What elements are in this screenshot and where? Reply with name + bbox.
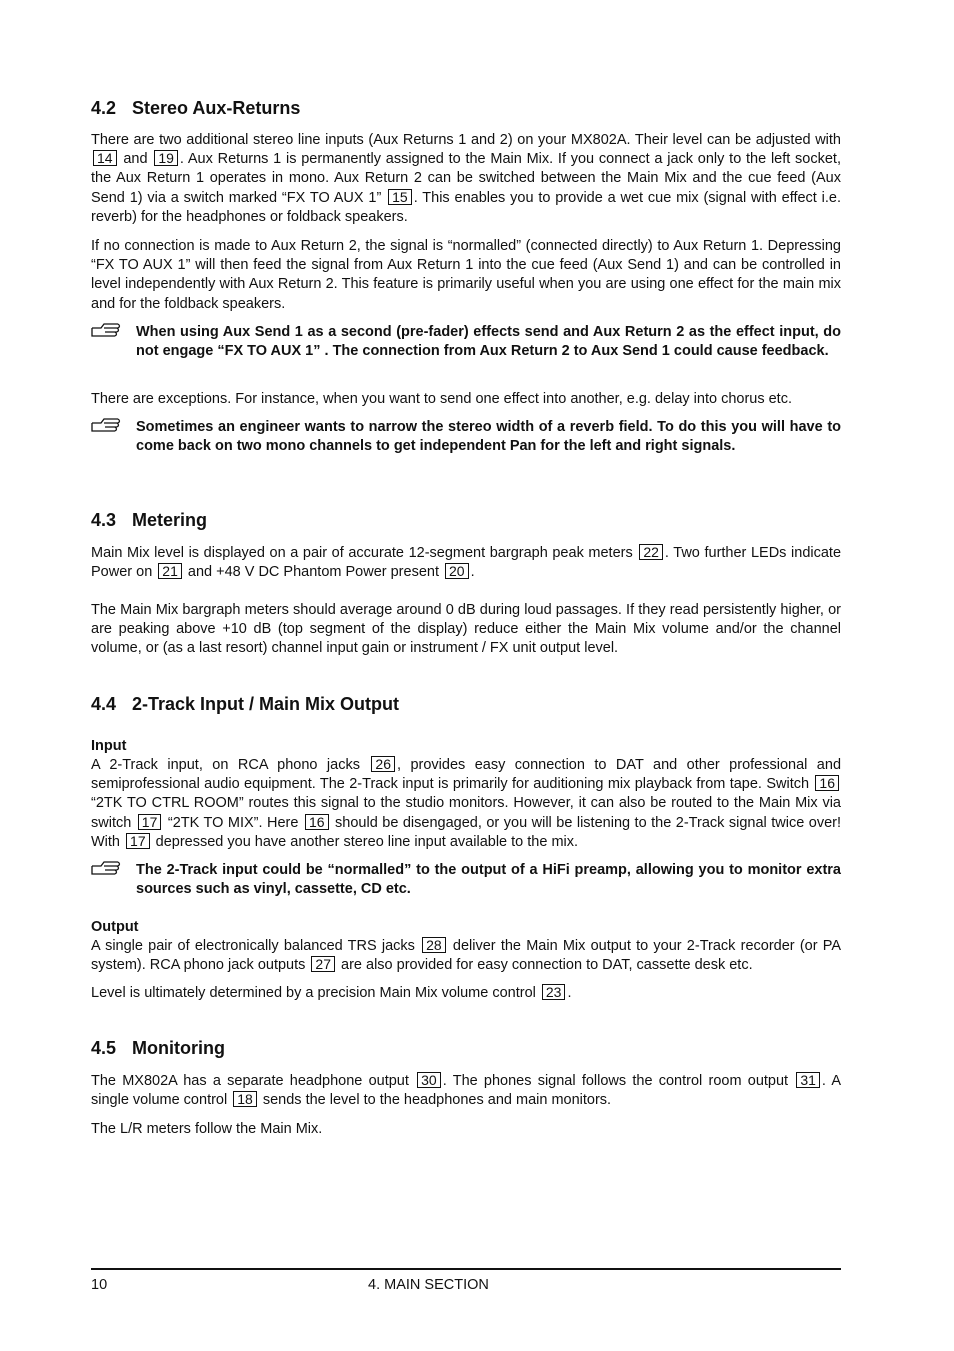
footer-divider xyxy=(91,1268,841,1270)
paragraph-level-control: Level is ultimately determined by a precision Main Mix volume control 23 . xyxy=(91,984,572,1001)
note-hifi-preamp xyxy=(91,861,841,899)
paragraph-aux-return-normalled: If no connection is made to Aux Return 2, the signal is “normalled” (connected directly) to Aux Return 1. Depressing “FX TO AUX 1” will then feed the signal from Aux Return 1 into the cue feed (Aux Send 1) and can be controlled in level independently with Aux Return 2. This feature is primarily useful when you are using one effect for the main mix and for the foldback speakers. xyxy=(91,238,841,312)
control-ref: 19 xyxy=(154,150,178,166)
control-ref: 21 xyxy=(158,563,182,579)
note-text: Sometimes an engineer wants to narrow the stereo width of a reverb field. To do this you will have to come back on two mono channels to get independent Pan for the left and right signals. xyxy=(136,419,841,455)
control-ref: 26 xyxy=(371,756,395,772)
page-number: 10 xyxy=(91,1277,108,1293)
control-ref: 16 xyxy=(305,814,329,830)
subheading-input: Input xyxy=(91,738,127,754)
section-heading-4-3: 4.3 Metering xyxy=(91,510,208,530)
footer-section-title: 4. MAIN SECTION xyxy=(368,1277,489,1293)
control-ref: 27 xyxy=(311,956,335,972)
pointing-hand-icon xyxy=(91,416,123,434)
control-ref: 17 xyxy=(138,814,162,830)
paragraph-2track-input: A 2-Track input, on RCA phono jacks 26 , provides easy connection to DAT and other professional and semiprofessional audio equipment. The 2-Track input is primarily for auditioning mix playback from tape. Switch 16 “2TK TO CTRL ROOM” routes this signal to the studio monitors. However, it can also be routed to the Main Mix via switch 17 “2TK TO MIX”. Here 16 should be disengaged, or you will be listening to the 2-Track signal twice over! With 17 depressed you have another stereo line input available to the mix. xyxy=(91,756,842,850)
note-stereo-width xyxy=(91,418,841,456)
control-ref: 15 xyxy=(388,189,412,205)
control-ref: 31 xyxy=(796,1072,820,1088)
paragraph-metering-intro: Main Mix level is displayed on a pair of accurate 12-segment bargraph peak meters 22 . Two further LEDs indicate Power on 21 and +48 V DC Phantom Power present 20 . xyxy=(91,544,842,581)
note-text: When using Aux Send 1 as a second (pre-fader) effects send and Aux Return 2 as the effect input, do not engage “FX TO AUX 1” . The connection from Aux Return 2 to Aux Send 1 could cause feedback. xyxy=(136,324,841,360)
control-ref: 18 xyxy=(233,1091,257,1107)
paragraph-metering-levels: The Main Mix bargraph meters should average around 0 dB during loud passages. If they read persistently higher, or are peaking above +10 dB (top segment of the display) reduce either the Main Mix volume and/or the channel volume, or (as a last resort) channel input gain or instrument / FX unit output level. xyxy=(91,602,841,657)
note-text: The 2-Track input could be “normalled” to the output of a HiFi preamp, allowing you to monitor extra sources such as vinyl, cassette, CD etc. xyxy=(136,862,841,898)
pointing-hand-icon xyxy=(91,321,123,339)
control-ref: 22 xyxy=(639,544,663,560)
control-ref: 28 xyxy=(422,937,446,953)
paragraph-main-mix-output: A single pair of electronically balanced TRS jacks 28 deliver the Main Mix output to your 2-Track recorder (or PA system). RCA phono jack outputs 27 are also provided for easy connection to DAT, cassette desk etc. xyxy=(91,937,842,974)
control-ref: 17 xyxy=(126,833,150,849)
note-feedback xyxy=(91,323,841,361)
paragraph-lr-meters: The L/R meters follow the Main Mix. xyxy=(91,1121,323,1137)
control-ref: 30 xyxy=(417,1072,441,1088)
paragraph-exceptions: There are exceptions. For instance, when you want to send one effect into another, e.g. delay into chorus etc. xyxy=(91,391,792,407)
section-heading-4-4: 4.4 2-Track Input / Main Mix Output xyxy=(91,694,400,714)
control-ref: 23 xyxy=(542,984,566,1000)
control-ref: 14 xyxy=(93,150,117,166)
control-ref: 20 xyxy=(445,563,469,579)
section-heading-4-2: 4.2 Stereo Aux-Returns xyxy=(91,98,301,118)
subheading-output: Output xyxy=(91,919,139,935)
paragraph-aux-returns-intro: There are two additional stereo line inputs (Aux Returns 1 and 2) on your MX802A. Their level can be adjusted with 14 and 19 . Aux Returns 1 is permanently assigned to the Main Mix. If you connect a jack only to the left socket, the Aux Return 1 operates in mono. Aux Return 2 can be switched between the Main Mix and the cue feed (Aux Send 1) via a switch marked “FX TO AUX 1” 15 . This enables you to provide a wet cue mix (signal with effect i.e. reverb) for the headphones or foldback speakers. xyxy=(91,132,841,225)
pointing-hand-icon xyxy=(91,859,123,877)
paragraph-headphone-output: The MX802A has a separate headphone output 30 . The phones signal follows the control room output 31 . A single volume control 18 sends the level to the headphones and main monitors. xyxy=(91,1072,842,1109)
control-ref: 16 xyxy=(815,775,839,791)
section-heading-4-5: 4.5 Monitoring xyxy=(91,1038,225,1058)
